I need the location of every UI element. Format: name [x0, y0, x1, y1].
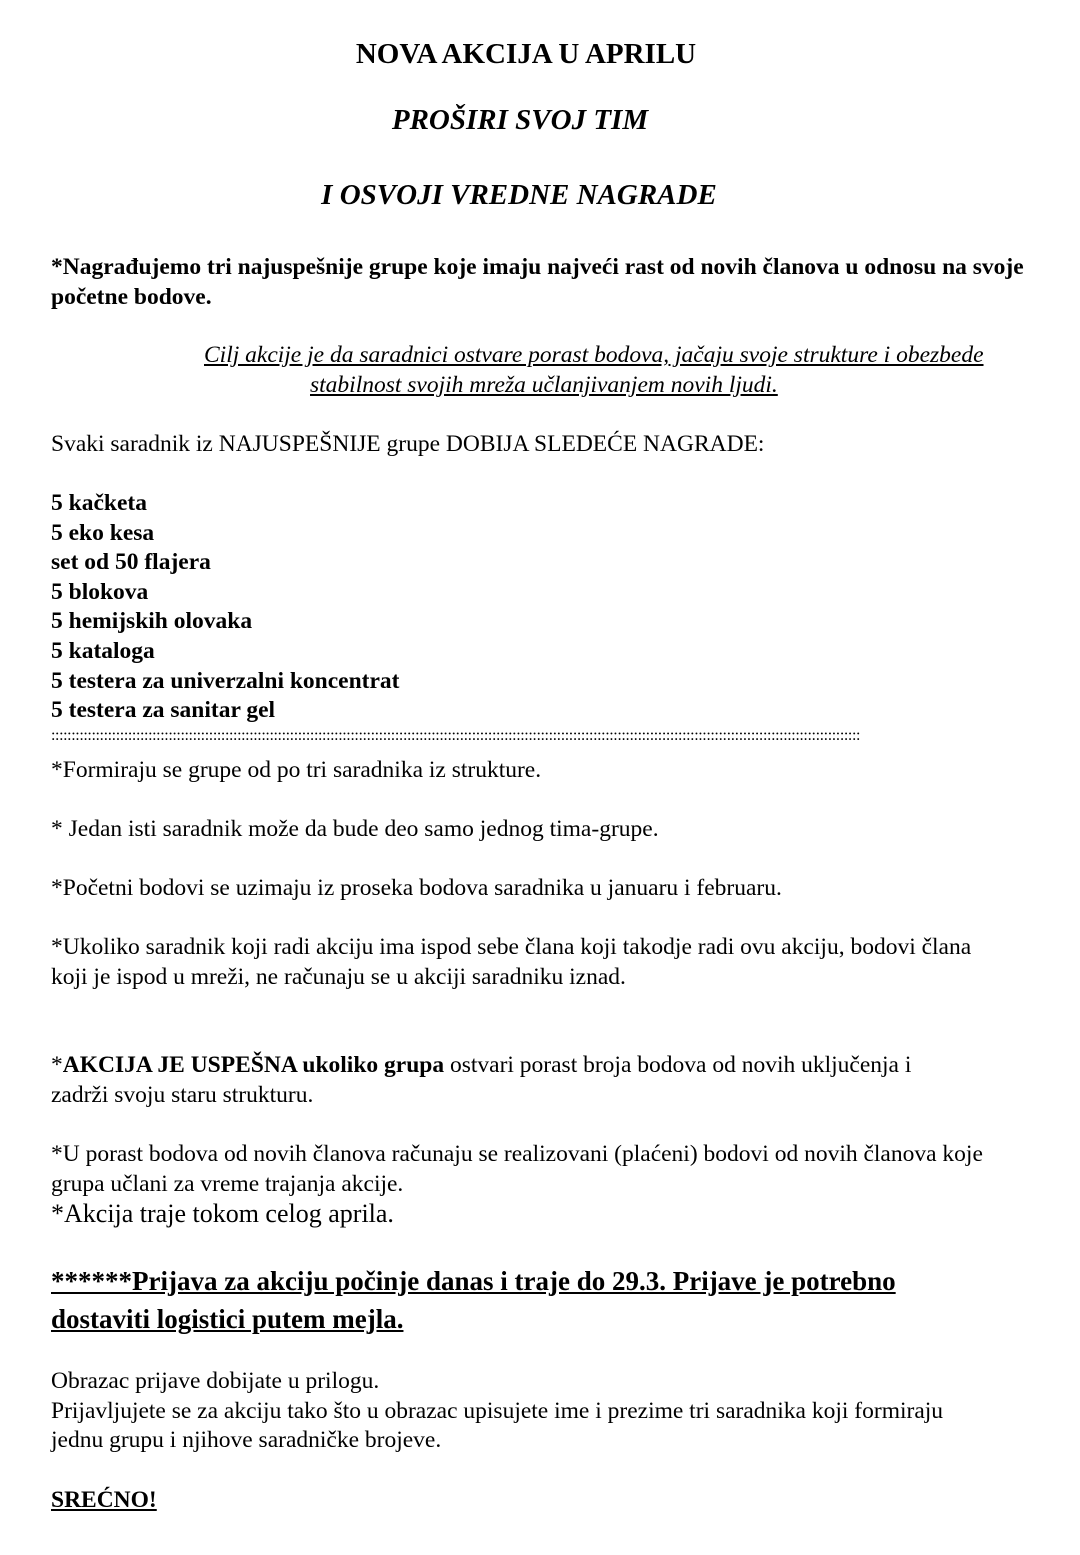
rule-success-line-2: zadrži svoju staru strukturu.: [51, 1082, 314, 1108]
dotted-separator: ::::::::::::::::::::::::::::::::::::::::::::::::::::::::::::::::::::::::::::::::::::::::::::::::::::::::::::::::::::::::::::::::::::::::::::::::::::::::::::::::::::::::::::::::::::::::::::::::::::::::: [51, 730, 861, 741]
reward-item: 5 eko kesa: [51, 520, 155, 546]
form-line-3: jednu grupu i njihove saradničke brojeve.: [51, 1427, 442, 1453]
rule-one-team: * Jedan isti saradnik može da bude deo samo jednog tima-grupe.: [51, 816, 659, 842]
rule-duration: *Akcija traje tokom celog aprila.: [51, 1199, 394, 1228]
reward-item: 5 testera za univerzalni koncentrat: [51, 668, 400, 694]
registration-line-2: dostaviti logistici putem mejla.: [51, 1304, 404, 1334]
reward-item: 5 hemijskih olovaka: [51, 608, 253, 634]
rule-member-below-line-1: *Ukoliko saradnik koji radi akciju ima ispod sebe člana koji takodje radi ovu akciju, bodovi člana: [51, 934, 972, 960]
reward-item: 5 blokova: [51, 579, 149, 605]
page-title: NOVA AKCIJA U APRILU: [355, 38, 697, 70]
subtitle-win-prizes: I OSVOJI VREDNE NAGRADE: [321, 179, 717, 211]
rule-paid-points-line-1: *U porast bodova od novih članova računaju se realizovani (plaćeni) bodovi od novih članova koje: [51, 1141, 983, 1167]
reward-item: 5 kataloga: [51, 638, 155, 664]
closing-greeting: SREĆNO!: [51, 1487, 157, 1513]
rule-success-line-1: [51, 1051, 911, 1081]
reward-item: 5 testera za sanitar gel: [51, 697, 276, 723]
intro-line-2: početne bodove.: [51, 284, 212, 310]
goal-line-2: stabilnost svojih mreža učlanjivanjem novih ljudi.: [310, 372, 778, 398]
rule-success-prefix: *: [51, 1052, 63, 1078]
rule-success-bold: AKCIJA JE USPEŠNA ukoliko grupa: [62, 1052, 445, 1078]
form-line-2: Prijavljujete se za akciju tako što u obrazac upisujete ime i prezime tri saradnika koji formiraju: [51, 1398, 944, 1424]
intro-line-1: *Nagrađujemo tri najuspešnije grupe koje imaju najveći rast od novih članova u odnosu na svoje: [51, 254, 1024, 280]
rule-member-below-line-2: koji je ispod u mreži, ne računaju se u akciji saradniku iznad.: [51, 964, 626, 990]
reward-item: 5 kačketa: [51, 490, 147, 516]
reward-item: set od 50 flajera: [51, 549, 211, 575]
goal-line-1: Cilj akcije je da saradnici ostvare porast bodova, jačaju svoje strukture i obezbede: [204, 342, 984, 368]
form-line-1: Obrazac prijave dobijate u prilogu.: [51, 1368, 380, 1394]
rule-success-rest: ostvari porast broja bodova od novih uključenja i: [444, 1052, 912, 1078]
rewards-intro: Svaki saradnik iz NAJUSPEŠNIJE grupe DOBIJA SLEDEĆE NAGRADE:: [51, 431, 765, 457]
rule-starting-points: *Početni bodovi se uzimaju iz proseka bodova saradnika u januaru i februaru.: [51, 875, 782, 901]
subtitle-expand-team: PROŠIRI SVOJ TIM: [391, 104, 649, 136]
rule-paid-points-line-2: grupa učlani za vreme trajanja akcije.: [51, 1171, 404, 1197]
registration-line-1: ******Prijava za akciju počinje danas i traje do 29.3. Prijave je potrebno: [51, 1266, 896, 1296]
rule-groups: *Formiraju se grupe od po tri saradnika iz strukture.: [51, 757, 542, 783]
